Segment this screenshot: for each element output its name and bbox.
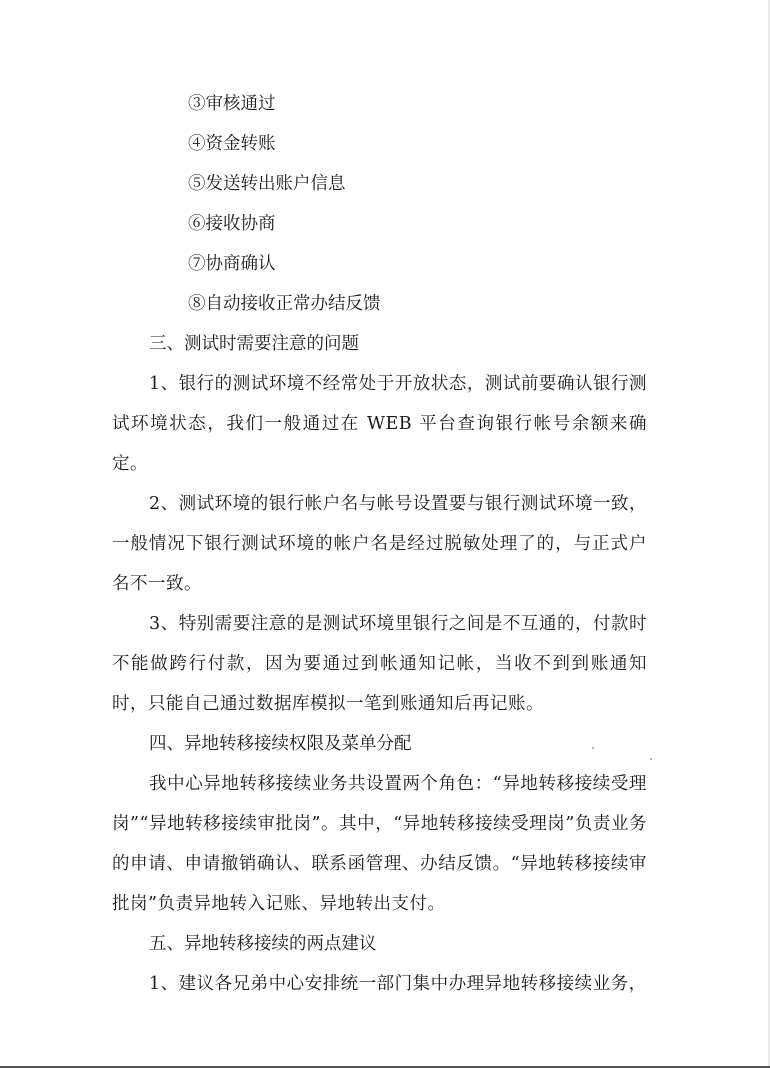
- step-item: ④资金转账: [188, 134, 276, 154]
- step-item: ⑤发送转出账户信息: [188, 174, 346, 194]
- scan-speck: [650, 758, 652, 760]
- paragraph: 1、建议各兄弟中心安排统一部门集中办理异地转移接续业务，: [149, 974, 647, 994]
- section-heading: 三、测试时需要注意的问题: [149, 334, 359, 354]
- step-item: ③审核通过: [188, 94, 276, 114]
- step-item: ⑥接收协商: [188, 214, 276, 234]
- paragraph: 1、银行的测试环境不经常处于开放状态，测试前要确认银行测试环境状态，我们一般通过在 WEB 平台查询银行帐号余额来确定。: [112, 374, 647, 474]
- paragraph: 我中心异地转移接续业务共设置两个角色：“异地转移接续受理岗”“异地转移接续审批岗”。其中，“异地转移接续受理岗”负责业务的申请、申请撤销确认、联系函管理、办结反馈。“异地转移接续审批岗”负责异地转入记账、异地转出支付。: [112, 774, 647, 914]
- paragraph: 2、测试环境的银行帐户名与帐号设置要与银行测试环境一致，一般情况下银行测试环境的帐户名是经过脱敏处理了的，与正式户名不一致。: [112, 494, 647, 594]
- paragraph: 3、特别需要注意的是测试环境里银行之间是不互通的，付款时不能做跨行付款，因为要通过到帐通知记帐，当收不到到账通知时，只能自己通过数据库模拟一笔到账通知后再记账。: [112, 614, 647, 714]
- section-heading: 五、异地转移接续的两点建议: [149, 934, 377, 954]
- document-body: [112, 84, 647, 1004]
- step-item: ⑦协商确认: [188, 254, 276, 274]
- step-item: ⑧自动接收正常办结反馈: [188, 294, 381, 314]
- section-heading: 四、异地转移接续权限及菜单分配: [149, 734, 412, 754]
